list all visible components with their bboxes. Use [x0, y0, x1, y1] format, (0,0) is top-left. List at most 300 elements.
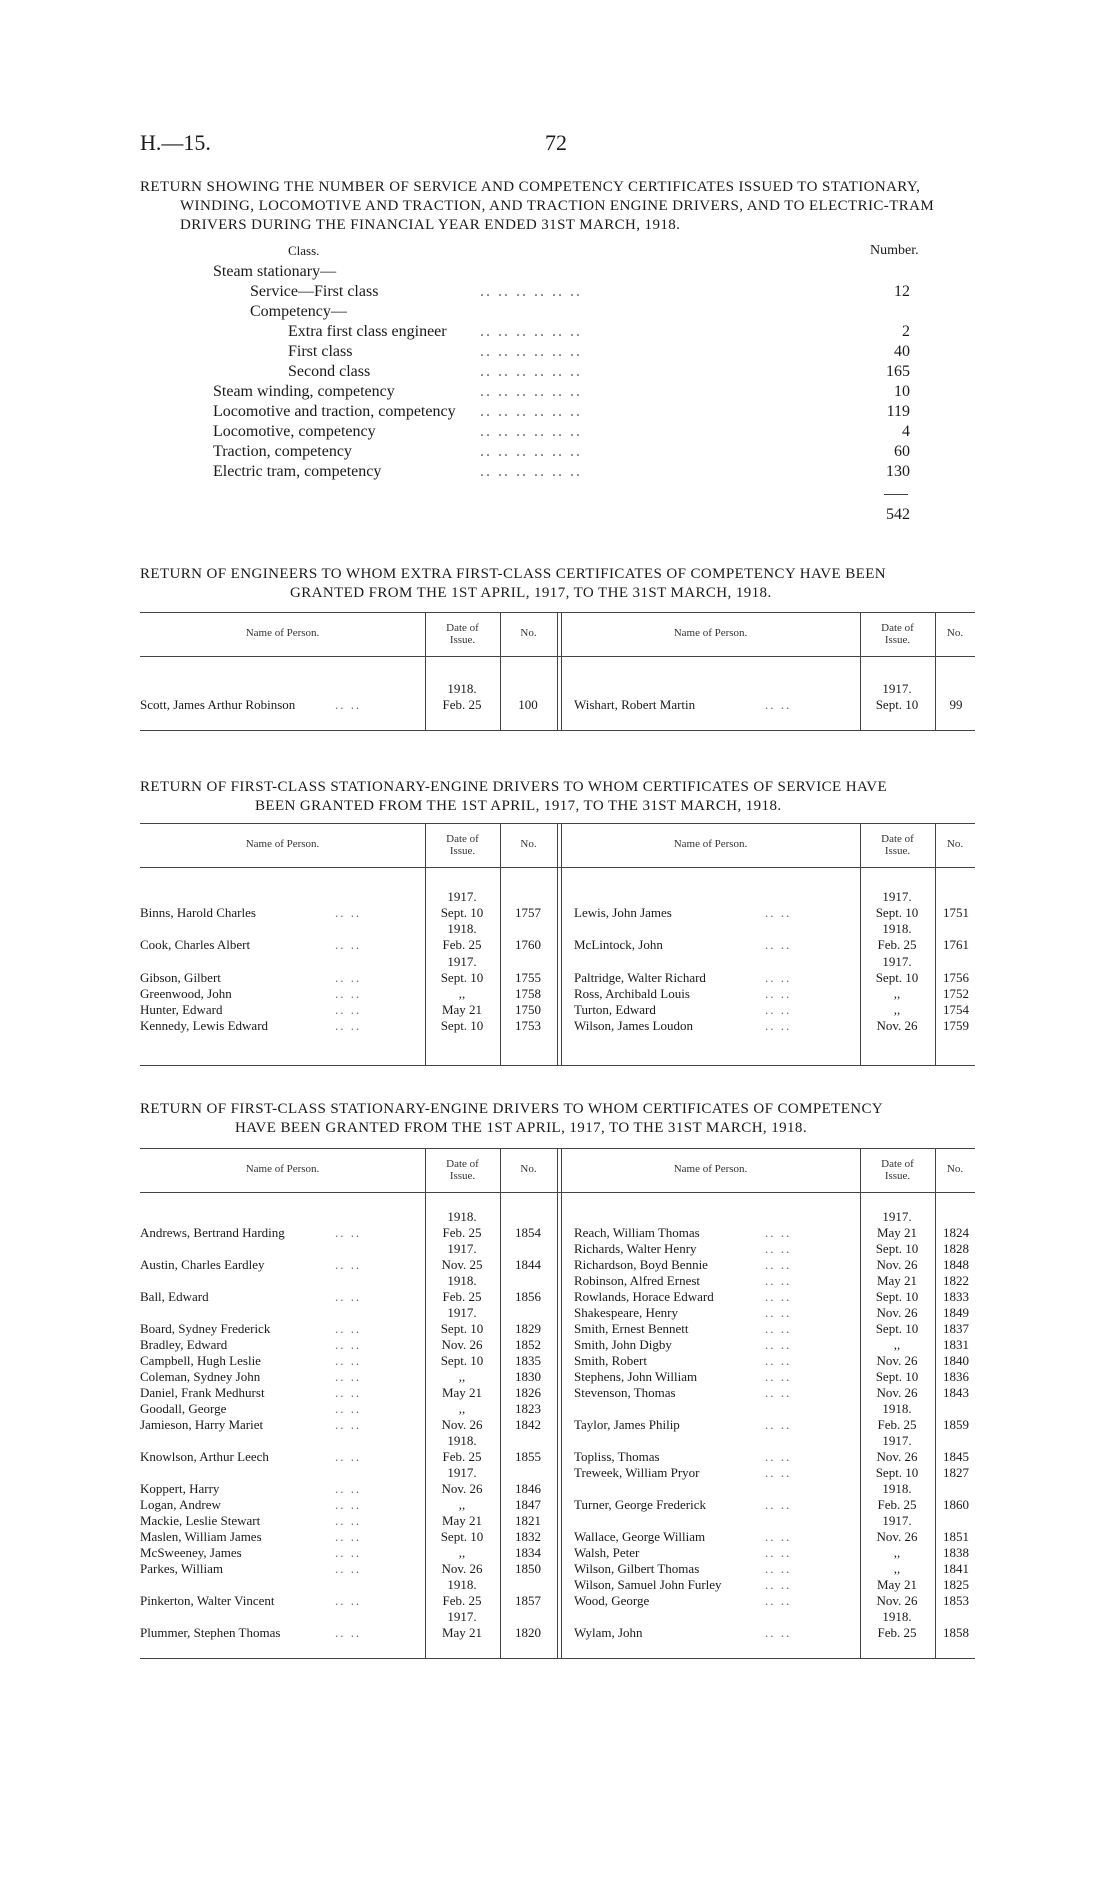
person-name: Rowlands, Horace Edward [574, 1289, 714, 1304]
leader-dots: .. .. [765, 1625, 792, 1640]
column-rule [557, 1148, 558, 1658]
leader-dots: .. .. [335, 1481, 362, 1496]
issue-year: 1918. [882, 921, 912, 936]
cert-number: 1858 [943, 1625, 969, 1640]
issue-date: Sept. 10 [875, 1369, 919, 1384]
person-name: Wilson, James Loudon [574, 1018, 693, 1033]
class-value: 10 [894, 383, 910, 400]
leader-dots: .. .. [335, 1401, 362, 1416]
issue-year: 1917. [447, 889, 477, 904]
leader-dots: .. .. [335, 1257, 362, 1272]
person-name: Stevenson, Thomas [574, 1385, 676, 1400]
issue-date: May 21 [441, 1002, 483, 1017]
person-name: Reach, William Thomas [574, 1225, 700, 1240]
cert-number: 1827 [943, 1465, 969, 1480]
issue-date: ,, [893, 1002, 901, 1017]
cert-number: 1760 [515, 937, 541, 952]
leader-dots: .. .. [335, 1289, 362, 1304]
column-rule [860, 1148, 861, 1658]
cert-number: 1837 [943, 1321, 969, 1336]
person-name: Binns, Harold Charles [140, 905, 256, 920]
leader-dots: .. .. .. .. .. .. [480, 363, 582, 380]
leader-dots: .. .. [335, 1513, 362, 1528]
issue-year: 1918. [882, 1401, 912, 1416]
header-date: Date of [881, 622, 914, 634]
leader-dots: .. .. [765, 1577, 792, 1592]
cert-number: 1835 [515, 1353, 541, 1368]
issue-date: Nov. 26 [876, 1305, 918, 1320]
person-name: Ball, Edward [140, 1289, 209, 1304]
leader-dots: .. .. [765, 970, 792, 985]
person-name: Taylor, James Philip [574, 1417, 680, 1432]
person-name: Jamieson, Harry Mariet [140, 1417, 264, 1432]
person-name: Parkes, William [140, 1561, 224, 1576]
title-line: RETURN OF ENGINEERS TO WHOM EXTRA FIRST-CLASS CERTIFICATES OF COMPETENCY HAVE BEEN [140, 566, 887, 582]
leader-dots: .. .. [765, 1321, 792, 1336]
cert-number: 1752 [943, 986, 969, 1001]
issue-date: Sept. 10 [440, 1018, 484, 1033]
issue-date: ,, [458, 1497, 466, 1512]
issue-date: Sept. 10 [875, 1241, 919, 1256]
cert-number: 1853 [943, 1593, 969, 1608]
title-line: RETURN OF FIRST-CLASS STATIONARY-ENGINE DRIVERS TO WHOM CERTIFICATES OF COMPETENCY [140, 1101, 884, 1117]
leader-dots: .. .. [765, 1337, 792, 1352]
cert-number: 1850 [515, 1561, 541, 1576]
issue-date: May 21 [876, 1225, 918, 1240]
person-name: Turton, Edward [574, 1002, 656, 1017]
cert-number: 1831 [943, 1337, 969, 1352]
cert-number: 1851 [943, 1529, 969, 1544]
person-name: Walsh, Peter [574, 1545, 640, 1560]
header-no: No. [946, 627, 964, 639]
class-value: 40 [894, 343, 910, 360]
page-code: H.—15. [140, 130, 211, 155]
title-line: HAVE BEEN GRANTED FROM THE 1ST APRIL, 1917, TO THE 31ST MARCH, 1918. [235, 1120, 807, 1136]
issue-date: Sept. 10 [440, 970, 484, 985]
class-label: Second class [288, 363, 371, 380]
issue-year: 1918. [882, 1481, 912, 1496]
header-no: No. [946, 1163, 964, 1175]
cert-number: 1859 [943, 1417, 969, 1432]
class-label: Service—First class [250, 283, 379, 300]
person-name: Stephens, John William [574, 1369, 698, 1384]
number-header: Number. [870, 243, 919, 258]
issue-date: ,, [458, 1545, 466, 1560]
class-label: Competency— [250, 303, 347, 320]
leader-dots: .. .. [765, 1529, 792, 1544]
issue-date: Nov. 26 [876, 1257, 918, 1272]
issue-date: May 21 [441, 1625, 483, 1640]
cert-number: 1832 [515, 1529, 541, 1544]
header-date: Issue. [449, 634, 476, 646]
issue-date: Nov. 26 [441, 1337, 483, 1352]
cert-number: 1842 [515, 1417, 541, 1432]
cert-number: 1840 [943, 1353, 969, 1368]
cert-number: 1755 [515, 970, 541, 985]
class-value: 2 [902, 323, 910, 340]
issue-date: Sept. 10 [440, 1529, 484, 1544]
issue-year: 1917. [882, 1513, 912, 1528]
header-name: Name of Person. [245, 1163, 320, 1175]
column-rule [935, 823, 936, 1065]
cert-number: 1759 [943, 1018, 969, 1033]
leader-dots: .. .. [335, 1018, 362, 1033]
leader-dots: .. .. [335, 1561, 362, 1576]
leader-dots: .. .. [335, 1529, 362, 1544]
person-name: Daniel, Frank Medhurst [140, 1385, 265, 1400]
header-date: Issue. [884, 845, 911, 857]
title-line: RETURN SHOWING THE NUMBER OF SERVICE AND COMPETENCY CERTIFICATES ISSUED TO STATIONARY, [140, 179, 921, 195]
issue-year: 1917. [882, 1433, 912, 1448]
issue-year: 1918. [447, 1273, 477, 1288]
issue-year: 1917. [882, 1209, 912, 1224]
header-no: No. [520, 838, 537, 850]
person-name: Wood, George [574, 1593, 650, 1608]
cert-number: 1761 [943, 937, 969, 952]
issue-date: Feb. 25 [442, 697, 482, 712]
cert-number: 1846 [515, 1481, 541, 1496]
person-name: Wylam, John [574, 1625, 643, 1640]
issue-date: Feb. 25 [877, 1625, 917, 1640]
issue-date: Nov. 26 [876, 1593, 918, 1608]
cert-number: 1754 [943, 1002, 969, 1017]
issue-date: ,, [893, 986, 901, 1001]
leader-dots: .. .. [765, 697, 792, 712]
class-label: Steam winding, competency [213, 383, 395, 400]
leader-dots: .. .. [335, 1225, 362, 1240]
cert-number: 1848 [943, 1257, 969, 1272]
issue-date: Feb. 25 [877, 1497, 917, 1512]
cert-number: 1852 [515, 1337, 541, 1352]
person-name: Andrews, Bertrand Harding [140, 1225, 285, 1240]
issue-year: 1917. [447, 1465, 477, 1480]
person-name: Maslen, William James [140, 1529, 262, 1544]
issue-date: Sept. 10 [440, 1353, 484, 1368]
person-name: Goodall, George [140, 1401, 227, 1416]
cert-number: 1828 [943, 1241, 969, 1256]
leader-dots: .. .. .. .. .. .. [480, 283, 582, 300]
leader-dots: .. .. [335, 905, 362, 920]
person-name: Wilson, Samuel John Furley [574, 1577, 722, 1592]
cert-number: 1833 [943, 1289, 969, 1304]
person-name: Scott, James Arthur Robinson [140, 697, 296, 712]
column-rule [500, 1148, 501, 1658]
issue-date: Nov. 26 [876, 1385, 918, 1400]
leader-dots: .. .. .. .. .. .. [480, 403, 582, 420]
leader-dots: .. .. .. .. .. .. [480, 443, 582, 460]
leader-dots: .. .. [765, 1497, 792, 1512]
issue-year: 1917. [447, 1241, 477, 1256]
person-name: Wishart, Robert Martin [574, 697, 696, 712]
person-name: Bradley, Edward [140, 1337, 228, 1352]
header-date: Date of [446, 1158, 479, 1170]
issue-date: May 21 [441, 1513, 483, 1528]
issue-date: ,, [458, 1369, 466, 1384]
cert-number: 1758 [515, 986, 541, 1001]
leader-dots: .. .. [335, 937, 362, 952]
person-name: Plummer, Stephen Thomas [140, 1625, 281, 1640]
cert-number: 1845 [943, 1449, 969, 1464]
person-name: Knowlson, Arthur Leech [140, 1449, 269, 1464]
issue-date: Feb. 25 [877, 1417, 917, 1432]
column-rule [561, 823, 562, 1065]
cert-number: 1821 [515, 1513, 541, 1528]
cert-number: 1751 [943, 905, 969, 920]
cert-number: 1841 [943, 1561, 969, 1576]
person-name: Richardson, Boyd Bennie [574, 1257, 708, 1272]
class-value: 119 [886, 403, 910, 420]
cert-number: 1843 [943, 1385, 969, 1400]
table-bottom-rule [140, 1658, 975, 1659]
cert-number: 1860 [943, 1497, 969, 1512]
issue-date: May 21 [876, 1577, 918, 1592]
header-date: Date of [881, 1158, 914, 1170]
cert-number: 1857 [515, 1593, 541, 1608]
issue-year: 1917. [447, 1305, 477, 1320]
header-date: Issue. [449, 845, 476, 857]
leader-dots: .. .. .. .. .. .. [480, 423, 582, 440]
issue-date: May 21 [876, 1273, 918, 1288]
person-name: Ross, Archibald Louis [574, 986, 690, 1001]
header-no: No. [520, 1163, 537, 1175]
leader-dots: .. .. [335, 1369, 362, 1384]
header-no: No. [946, 838, 964, 850]
leader-dots: .. .. [765, 1385, 792, 1400]
cert-number: 1823 [515, 1401, 541, 1416]
issue-date: ,, [893, 1545, 901, 1560]
issue-date: Sept. 10 [875, 905, 919, 920]
cert-number: 100 [518, 697, 538, 712]
issue-year: 1917. [447, 954, 477, 969]
issue-year: 1918. [447, 681, 477, 696]
person-name: Turner, George Frederick [574, 1497, 706, 1512]
leader-dots: .. .. .. .. .. .. [480, 463, 582, 480]
title-line: RETURN OF FIRST-CLASS STATIONARY-ENGINE DRIVERS TO WHOM CERTIFICATES OF SERVICE HAVE [140, 779, 888, 795]
leader-dots: .. .. [765, 1018, 792, 1033]
header-name: Name of Person. [673, 1163, 748, 1175]
person-name: Greenwood, John [140, 986, 232, 1001]
class-value: 130 [886, 463, 910, 480]
cert-number: 1820 [515, 1625, 541, 1640]
class-label: Locomotive and traction, competency [213, 403, 456, 420]
person-name: Board, Sydney Frederick [140, 1321, 271, 1336]
section3-title [140, 778, 990, 816]
leader-dots: .. .. .. .. .. .. [480, 323, 582, 340]
column-rule [561, 1148, 562, 1658]
issue-date: Feb. 25 [442, 1289, 482, 1304]
person-name: Smith, Robert [574, 1353, 647, 1368]
leader-dots: .. .. [765, 1225, 792, 1240]
issue-date: ,, [893, 1337, 901, 1352]
class-label: Extra first class engineer [288, 323, 447, 340]
leader-dots: .. .. .. .. .. .. [480, 343, 582, 360]
header-name: Name of Person. [245, 627, 320, 639]
leader-dots: .. .. [335, 1337, 362, 1352]
issue-year: 1917. [882, 681, 912, 696]
issue-date: Sept. 10 [875, 1289, 919, 1304]
header-no: No. [520, 627, 537, 639]
leader-dots: .. .. [335, 1449, 362, 1464]
issue-date: Sept. 10 [875, 697, 919, 712]
person-name: McSweeney, James [140, 1545, 242, 1560]
leader-dots: .. .. [765, 1289, 792, 1304]
issue-year: 1918. [447, 1209, 477, 1224]
section1-title [140, 178, 990, 235]
issue-year: 1918. [447, 921, 477, 936]
person-name: Smith, Ernest Bennett [574, 1321, 689, 1336]
leader-dots: .. .. [335, 1353, 362, 1368]
issue-date: Feb. 25 [442, 937, 482, 952]
person-name: McLintock, John [574, 937, 663, 952]
cert-number: 1829 [515, 1321, 541, 1336]
column-rule [557, 612, 558, 730]
cert-number: 99 [949, 697, 963, 712]
section4-title [140, 1100, 990, 1138]
issue-date: Feb. 25 [877, 937, 917, 952]
issue-date: ,, [893, 1561, 901, 1576]
cert-number: 1847 [515, 1497, 541, 1512]
leader-dots: .. .. [765, 1417, 792, 1432]
header-date: Issue. [449, 1170, 476, 1182]
title-line: BEEN GRANTED FROM THE 1ST APRIL, 1917, TO THE 31ST MARCH, 1918. [255, 798, 782, 814]
leader-dots: .. .. [335, 1545, 362, 1560]
leader-dots: .. .. [335, 1593, 362, 1608]
person-name: Kennedy, Lewis Edward [140, 1018, 269, 1033]
cert-number: 1836 [943, 1369, 969, 1384]
person-name: Wallace, George William [574, 1529, 706, 1544]
leader-dots: .. .. [335, 1321, 362, 1336]
issue-date: Nov. 26 [876, 1018, 918, 1033]
issue-date: Feb. 25 [442, 1449, 482, 1464]
person-name: Pinkerton, Walter Vincent [140, 1593, 275, 1608]
title-line: GRANTED FROM THE 1ST APRIL, 1917, TO THE 31ST MARCH, 1918. [290, 585, 772, 601]
cert-number: 1753 [515, 1018, 541, 1033]
class-label: Locomotive, competency [213, 423, 376, 440]
leader-dots: .. .. [765, 905, 792, 920]
leader-dots: .. .. [765, 1449, 792, 1464]
leader-dots: .. .. [765, 937, 792, 952]
person-name: Austin, Charles Eardley [140, 1257, 265, 1272]
person-name: Cook, Charles Albert [140, 937, 251, 952]
issue-date: Sept. 10 [875, 970, 919, 985]
total-value: 542 [886, 506, 910, 523]
issue-date: Feb. 25 [442, 1593, 482, 1608]
leader-dots: .. .. [765, 1593, 792, 1608]
issue-year: 1918. [882, 1609, 912, 1624]
person-name: Coleman, Sydney John [140, 1369, 261, 1384]
issue-date: Sept. 10 [875, 1321, 919, 1336]
leader-dots: .. .. [335, 1385, 362, 1400]
issue-date: Nov. 26 [876, 1449, 918, 1464]
cert-number: 1838 [943, 1545, 969, 1560]
issue-year: 1917. [882, 954, 912, 969]
column-rule [425, 1148, 426, 1658]
header-name: Name of Person. [245, 838, 320, 850]
cert-number: 1830 [515, 1369, 541, 1384]
column-rule [860, 823, 861, 1065]
person-name: Campbell, Hugh Leslie [140, 1353, 261, 1368]
cert-number: 1855 [515, 1449, 541, 1464]
issue-date: Nov. 26 [441, 1561, 483, 1576]
leader-dots: .. .. .. .. .. .. [480, 383, 582, 400]
header-date: Issue. [884, 1170, 911, 1182]
cert-number: 1756 [943, 970, 969, 985]
issue-year: 1917. [882, 889, 912, 904]
header-date: Date of [881, 833, 914, 845]
leader-dots: .. .. [335, 1002, 362, 1017]
header-date: Date of [446, 833, 479, 845]
issue-date: Sept. 10 [875, 1465, 919, 1480]
leader-dots: .. .. [765, 1561, 792, 1576]
leader-dots: .. .. [765, 1305, 792, 1320]
cert-number: 1826 [515, 1385, 541, 1400]
person-name: Hunter, Edward [140, 1002, 223, 1017]
issue-date: Nov. 26 [876, 1529, 918, 1544]
issue-year: 1918. [447, 1433, 477, 1448]
issue-date: Feb. 25 [442, 1225, 482, 1240]
leader-dots: .. .. [765, 1545, 792, 1560]
leader-dots: .. .. [765, 1369, 792, 1384]
leader-dots: .. .. [765, 1465, 792, 1480]
class-header: Class. [288, 243, 320, 258]
person-name: Richards, Walter Henry [574, 1241, 697, 1256]
column-rule [557, 823, 558, 1065]
person-name: Mackie, Leslie Stewart [140, 1513, 261, 1528]
leader-dots: .. .. [765, 1002, 792, 1017]
person-name: Treweek, William Pryor [574, 1465, 700, 1480]
title-line: WINDING, LOCOMOTIVE AND TRACTION, AND TRACTION ENGINE DRIVERS, AND TO ELECTRIC-TRAM [180, 198, 935, 214]
page-number: 72 [545, 130, 567, 155]
leader-dots: .. .. [335, 697, 362, 712]
class-value: 12 [894, 283, 910, 300]
leader-dots: .. .. [765, 986, 792, 1001]
cert-number: 1844 [515, 1257, 541, 1272]
class-label: Steam stationary— [213, 263, 337, 280]
issue-year: 1917. [447, 1609, 477, 1624]
person-name: Koppert, Harry [140, 1481, 220, 1496]
issue-year: 1918. [447, 1577, 477, 1592]
leader-dots: .. .. [335, 986, 362, 1001]
header-date: Issue. [884, 634, 911, 646]
leader-dots: .. .. [765, 1241, 792, 1256]
class-label: First class [288, 343, 353, 360]
cert-number: 1856 [515, 1289, 541, 1304]
leader-dots: .. .. [765, 1353, 792, 1368]
leader-dots: .. .. [335, 1497, 362, 1512]
issue-date: ,, [458, 986, 466, 1001]
title-line: DRIVERS DURING THE FINANCIAL YEAR ENDED 31ST MARCH, 1918. [180, 217, 681, 233]
class-value: 60 [894, 443, 910, 460]
cert-number: 1849 [943, 1305, 969, 1320]
section2-title [140, 565, 990, 603]
cert-number: 1822 [943, 1273, 969, 1288]
column-rule [425, 823, 426, 1065]
column-rule [500, 823, 501, 1065]
cert-number: 1825 [943, 1577, 969, 1592]
issue-date: Nov. 25 [441, 1257, 483, 1272]
header-name: Name of Person. [673, 627, 748, 639]
header-date: Date of [446, 622, 479, 634]
cert-number: 1750 [515, 1002, 541, 1017]
person-name: Smith, John Digby [574, 1337, 672, 1352]
person-name: Topliss, Thomas [574, 1449, 660, 1464]
leader-dots: .. .. [335, 970, 362, 985]
table-bottom-rule [140, 730, 975, 731]
cert-number: 1824 [943, 1225, 969, 1240]
leader-dots: .. .. [765, 1273, 792, 1288]
issue-date: Nov. 26 [441, 1417, 483, 1432]
column-rule [935, 1148, 936, 1658]
